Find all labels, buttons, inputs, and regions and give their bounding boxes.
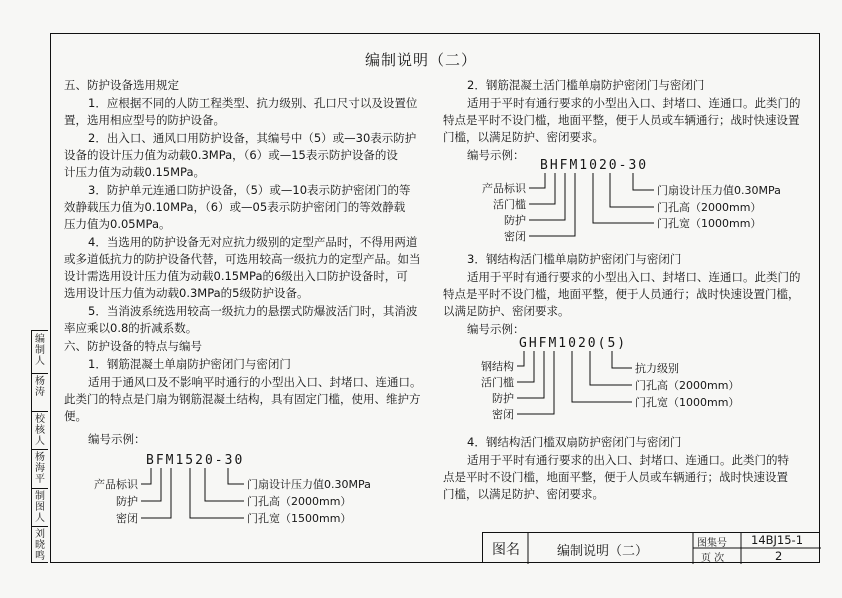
code3-label-protect: 防护 <box>492 392 514 405</box>
section-6-heading: 六、防护设备的特点与编号 <box>64 339 202 353</box>
code1-label-product: 产品标识 <box>94 478 138 491</box>
page-title: 编制说明（二） <box>364 51 477 69</box>
code2-label-protect: 防护 <box>504 214 526 227</box>
code3-label-steel: 钢结构 <box>481 360 514 373</box>
item-2-desc-line-2: 特点是平时不设门槛，地面平整，便于人员或车辆通行；战时快速设置 <box>443 113 800 127</box>
item-4-desc-line-1: 适用于平时有通行要求的出入口、封堵口、连通口。此类门的特 <box>467 453 789 467</box>
example-label-1: 编号示例： <box>88 432 146 446</box>
para-3-line-3: 压力值为0.05MPa。 <box>64 217 171 231</box>
item-4-desc-line-3: 门槛，以满足防护、密闭要求。 <box>443 487 604 501</box>
title-block-drawing-name: 编制说明（二） <box>557 544 649 559</box>
code2-label-height: 门孔高（2000mm） <box>657 201 762 214</box>
code-example-2: BHFM1020-30 <box>540 158 649 173</box>
title-block-page-number: 2 <box>775 549 783 563</box>
item-1-desc-line-2: 此类门的特点是门扇为钢筋混凝土结构，具有固定门槛，使用、维护方 <box>64 392 421 406</box>
para-4-line-2: 或多道低抗力的防护设备代替，可选用较高一级抗力的定型产品。如当 <box>64 252 421 266</box>
sidebar-cell-drafter-name: 刘晓鸣 <box>35 529 45 562</box>
code1-label-seal: 密闭 <box>116 512 138 525</box>
title-block-atlas-number: 14BJ15-1 <box>751 533 804 547</box>
signature-strip <box>31 330 48 563</box>
title-block-label-name: 图名 <box>492 542 520 558</box>
code1-label-protect: 防护 <box>116 495 138 508</box>
sidebar-cell-compiler-name: 杨 涛 <box>35 376 45 398</box>
item-1-desc-line-3: 便。 <box>64 409 87 423</box>
para-2-line-1: 2．出入口、通风口用防护设备，其编号中（5）或—30表示防护 <box>88 131 417 145</box>
title-block-label-atlas: 图集号 <box>697 538 727 549</box>
para-2-line-2: 设备的设计压力值为动载0.3MPa，（6）或—15表示防护设备的设 <box>64 148 398 162</box>
para-4-line-4: 选用设计压力值为动载0.3MPa的5级防护设备。 <box>64 286 309 300</box>
code2-label-seal: 密闭 <box>504 230 526 243</box>
item-1-heading: 1．钢筋混凝土单扇防护密闭门与密闭门 <box>88 357 291 371</box>
sidebar-cell-drafter-label: 制图人 <box>35 491 45 524</box>
para-4-line-1: 4．当选用的防护设备无对应抗力级别的定型产品时，不得用两道 <box>88 235 418 249</box>
code2-label-pressure: 门扇设计压力值0.30MPa <box>657 184 781 197</box>
sidebar-cell-checker-label: 校核人 <box>35 414 45 447</box>
code-example-1: BFM1520-30 <box>146 453 245 468</box>
code1-label-pressure: 门扇设计压力值0.30MPa <box>247 478 371 491</box>
section-5-heading: 五、防护设备选用规定 <box>64 78 179 92</box>
code3-label-height: 门孔高（2000mm） <box>635 379 740 392</box>
sidebar-cell-compiler-label: 编制人 <box>35 334 45 367</box>
item-1-desc-line-1: 适用于通风口及不影响平时通行的小型出入口、封堵口、连通口。 <box>88 375 422 389</box>
item-4-heading: 4．钢结构活门槛双扇防护密闭门与密闭门 <box>467 435 682 449</box>
code3-label-width: 门孔宽（1000mm） <box>635 396 740 409</box>
code2-label-product: 产品标识 <box>482 182 526 195</box>
item-3-heading: 3．钢结构活门槛单扇防护密闭门与密闭门 <box>467 252 682 266</box>
para-5-line-2: 率应乘以0.8的折减系数。 <box>64 321 198 335</box>
code2-label-sill: 活门槛 <box>493 198 526 211</box>
para-1-line-2: 置，选用相应型号的防护设备。 <box>64 113 225 127</box>
code1-label-width: 门孔宽（1500mm） <box>247 512 352 525</box>
item-2-desc-line-3: 门槛，以满足防护、密闭要求。 <box>443 130 604 144</box>
item-2-desc-line-1: 适用于平时有通行要求的小型出入口、封堵口、连通口。此类门的 <box>467 96 801 110</box>
item-3-desc-line-3: 以满足防护、密闭要求。 <box>443 304 570 318</box>
title-block <box>482 532 820 563</box>
para-4-line-3: 设计需选用设计压力值为动载0.15MPa的6级出入口防护设备时，可 <box>64 269 408 283</box>
code3-label-sill: 活门槛 <box>481 376 514 389</box>
sidebar-cell-checker-name: 杨海平 <box>35 452 45 485</box>
para-2-line-3: 计压力值为动载0.15MPa。 <box>64 165 205 179</box>
example-label-3: 编号示例： <box>467 322 525 336</box>
item-2-heading: 2．钢筋混凝土活门槛单扇防护密闭门与密闭门 <box>467 78 705 92</box>
code2-label-width: 门孔宽（1000mm） <box>657 217 762 230</box>
code3-label-seal: 密闭 <box>492 408 514 421</box>
item-4-desc-line-2: 点是平时不设门槛，地面平整，便于人员或车辆通行；战时快速设置 <box>443 470 788 484</box>
item-3-desc-line-2: 特点是平时不设门槛，地面平整，便于人员通行；战时快速设置门槛， <box>443 287 800 301</box>
para-3-line-1: 3．防护单元连通口防护设备，（5）或—10表示防护密闭门的等 <box>88 183 411 197</box>
item-3-desc-line-1: 适用于平时有通行要求的小型出入口、封堵口、连通口。此类门的 <box>467 270 801 284</box>
code3-label-resistance: 抗力级别 <box>635 362 679 375</box>
code-example-3: GHFM1020(5) <box>519 336 628 351</box>
code1-label-height: 门孔高（2000mm） <box>247 495 352 508</box>
para-1-line-1: 1．应根据不同的人防工程类型、抗力级别、孔口尺寸以及设置位 <box>88 96 418 110</box>
para-3-line-2: 效静载压力值为0.10MPa，（6）或—05表示防护密闭门的等效静载 <box>64 200 406 214</box>
para-5-line-1: 5．当消波系统选用较高一级抗力的悬摆式防爆波活门时，其消波 <box>88 304 418 318</box>
example-label-2: 编号示例： <box>467 148 525 162</box>
title-block-label-page: 页 次 <box>701 553 725 564</box>
